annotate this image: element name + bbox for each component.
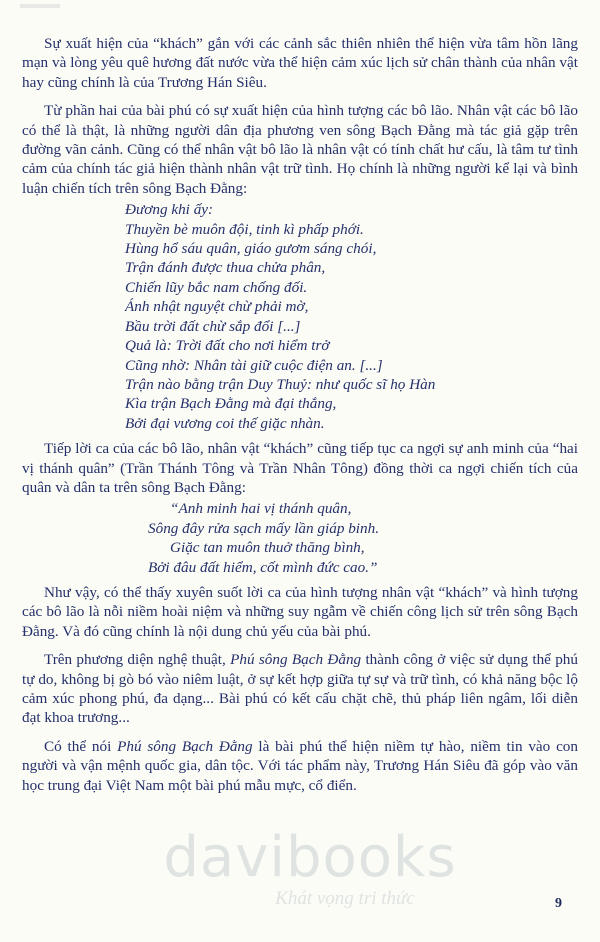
paragraph-6 xyxy=(22,737,578,795)
watermark xyxy=(160,825,460,910)
verse-line: Kìa trận Bạch Đằng mà đại thắng, xyxy=(125,395,337,413)
verse-line: Trận đánh được thua chửa phân, xyxy=(125,259,326,277)
paragraph-1: Sự xuất hiện của “khách” gắn với các cảnh sắc thiên nhiên thể hiện vừa tâm hồn lãng mạn và lòng yêu quê hương đất nước vừa thể hiện cảm xúc lịch sử chân thành của nhân vật hay cũng chính là của Trương Hán Siêu. xyxy=(22,35,578,91)
paragraph-6-rest: là bài phú thể hiện niềm tự hào, niềm tin vào con người và vận mệnh quốc gia, dân tộc. Với tác phẩm này, Trương Hán Siêu đã góp vào văn học trung đại Việt Nam một bài phú mẫu mực, cổ điển. xyxy=(22,737,578,794)
paragraph-3: Tiếp lời ca của các bô lão, nhân vật “khách” cũng tiếp tục ca ngợi sự anh minh của “hai vị thánh quân” (Trần Thánh Tông và Trần Nhân Tông) đồng thời ca ngợi chiến tích của quân và dân ta trên sông Bạch Đằng: xyxy=(22,440,578,496)
paragraph-5 xyxy=(22,650,578,728)
work-title: Phú sông Bạch Đằng xyxy=(117,737,253,755)
verse-line: Ánh nhật nguyệt chừ phải mờ, xyxy=(125,298,309,316)
paragraph-6-lead: Có thể nói xyxy=(44,737,118,755)
verse-line: Cũng nhờ: Nhân tài giữ cuộc điện an. [...] xyxy=(125,356,383,374)
watermark-tagline: Khát vọng tri thức xyxy=(275,888,415,909)
scan-edge-mark xyxy=(20,4,60,8)
watermark-brand: davibooks xyxy=(163,825,457,890)
verse-line: Quả là: Trời đất cho nơi hiểm trở xyxy=(125,337,330,355)
verse-line: Giặc tan muôn thuở thăng bình, xyxy=(170,539,365,557)
work-title: Phú sông Bạch Đằng xyxy=(230,651,362,669)
paragraph-5-rest: thành công ở việc sử dụng thể phú tự do, không bị gò bó vào niêm luật, ở sự kết hợp giữa tự sự và trữ tình, có khả năng bộc lộ cảm xúc phong phú, đa dạng... Bài phú có kết cấu chặt chẽ, thủ pháp liên ngâm, lối diễn đạt khoa trương... xyxy=(22,651,578,727)
page-number: 9 xyxy=(555,896,562,911)
verse-line: Thuyền bè muôn đội, tinh kì phấp phới. xyxy=(125,220,364,238)
verse-line: “Anh minh hai vị thánh quân, xyxy=(170,500,352,518)
verse-line: Bởi đại vương coi thế giặc nhàn. xyxy=(125,414,325,432)
verse-line: Bởi đâu đất hiểm, cốt mình đức cao.” xyxy=(148,558,378,576)
paragraph-4: Như vậy, có thể thấy xuyên suốt lời ca của hình tượng nhân vật “khách” và hình tượng các bô lão là nỗi niềm hoài niệm và những suy ngẫm về chiến công lịch sử trên sông Bạch Đằng. Và đó cũng chính là nội dung chủ yếu của bài phú. xyxy=(22,583,578,640)
verse-line: Bầu trời đất chừ sắp đổi [...] xyxy=(125,317,301,335)
page-body xyxy=(22,34,578,804)
verse-block-1 xyxy=(22,200,578,433)
verse-line: Chiến lũy bắc nam chống đối. xyxy=(125,278,308,296)
verse-line: Đương khi ấy: xyxy=(125,201,214,219)
verse-line: Hùng hổ sáu quân, giáo gươm sáng chói, xyxy=(125,240,377,258)
verse-line: Sông đây rửa sạch mấy lần giáp binh. xyxy=(148,519,380,537)
paragraph-5-lead: Trên phương diện nghệ thuật, xyxy=(44,651,231,669)
paragraph-2: Từ phần hai của bài phú có sự xuất hiện của hình tượng các bô lão. Nhân vật các bô lão có thể là thật, là những người dân địa phương ven sông Bạch Đằng mà tác giả gặp trên đường vãn cảnh. Cũng có thể nhân vật bô lão là nhân vật có tính chất hư cấu, là tâm tư tình cảm của chính tác giả hiện thành nhân vật trữ tình. Họ chính là những người kể lại và bình luận chiến tích trên sông Bạch Đằng: xyxy=(22,102,578,197)
verse-block-2 xyxy=(22,499,578,577)
verse-line: Trận nào bằng trận Duy Thuỷ: như quốc sĩ họ Hàn xyxy=(125,375,436,393)
